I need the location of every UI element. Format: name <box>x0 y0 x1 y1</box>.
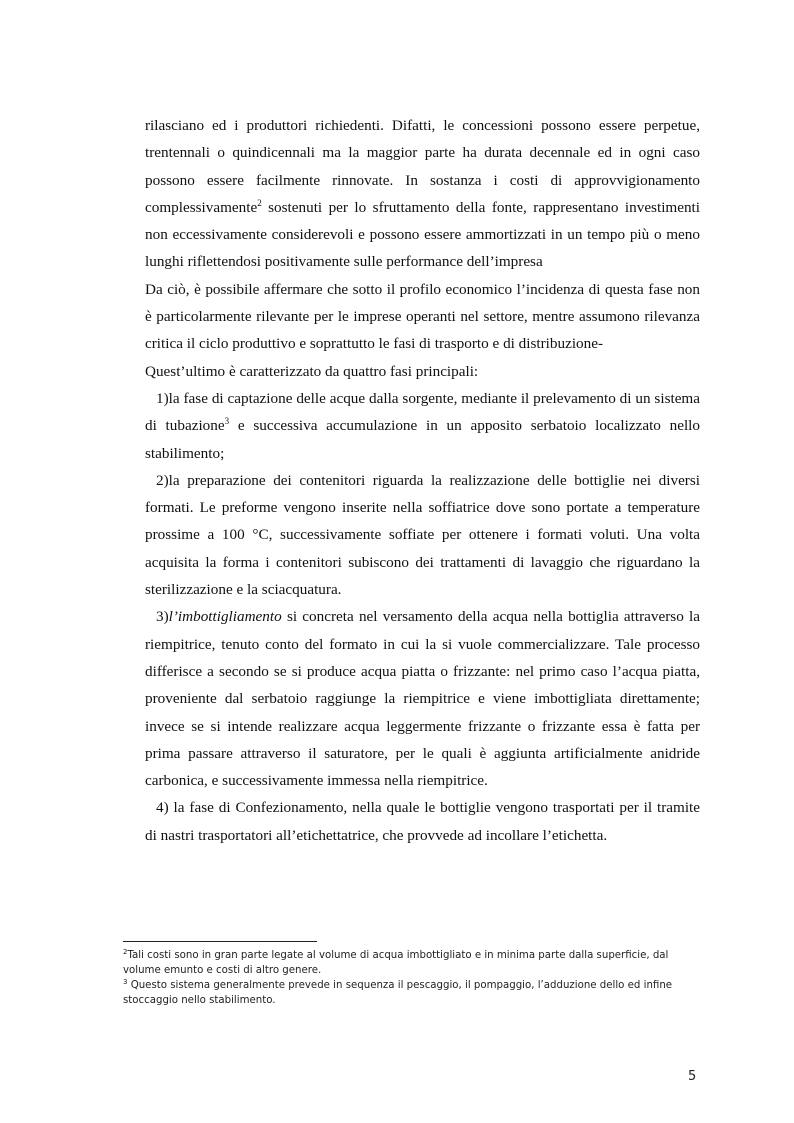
list-item-phase-4: 4) la fase di Confezionamento, nella quale le bottiglie vengono trasportati per il tramite di nastri trasportatori all’etichettatrice, che provvede ad incollare l’etichetta. <box>145 799 700 844</box>
list-item-phase-2: 2)la preparazione dei contenitori riguarda la realizzazione delle bottiglie nei diversi formati. Le preforme vengono inserite nella soffiatrice dove sono portate a temperature prossime a 100 °C, successivamente soffiate per ottenere i formati voluti. Una volta acquisita la forma i contenitori subiscono dei trattamenti di lavaggio che riguardano la sterilizzazione e la sciacquatura. <box>145 471 700 599</box>
page-number: 5 <box>688 1069 697 1084</box>
footnotes <box>123 948 703 1008</box>
emphasis-imbottigliamento: l’imbottigliamento <box>168 608 282 626</box>
footnote-3: $^3$ Questo sistema generalmente prevede in sequenza il pescaggio, il pompaggio, l’adduzione dello ed infine stoccaggio nello stabilimento. <box>123 978 673 1006</box>
list-item-phase-3: 3)l’imbottigliamento si concreta nel versamento della acqua nella bottiglia attraverso la riempitrice, tenuto conto del formato in cui la si vuole commercializzare. Tale processo differisce a secondo se si produce acqua piatta o frizzante: nel primo caso l’acqua piatta, proveniente dal serbatoio raggiunge la riempitrice e viene imbottigliata direttamente; invece se si intende realizzare acqua leggermente frizzante o frizzante essa è fatta per prima passare attraverso il saturatore, per le quali è aggiunta artificialmente anidride carbonica, e successivamente immessa nella riempitrice. <box>145 608 700 790</box>
paragraph-economic-profile: Da ciò, è possibile affermare che sotto il profilo economico l’incidenza di questa fase non è particolarmente rilevante per le imprese operanti nel settore, mentre assumono rilevanza critica il ciclo produttivo e soprattutto le fasi di trasporto e di distribuzione- <box>145 280 700 353</box>
paragraph-concessions: rilasciano ed i produttori richiedenti. Difatti, le concessioni possono essere perpetue, trentennali o quindicennali ma la maggior parte ha durata decennale ed in ogni caso possono essere facilmente rinnovate. In sostanza i costi di approvvigionamento complessivamente$^2$ sostenuti per lo sfruttamento della fonte, rappresentano investimenti non eccessivamente considerevoli e possono essere ammortizzati in un tempo più o meno lunghi riflettendosi positivamente sulle performance dell’impresa <box>145 117 700 271</box>
paragraph-phases-intro: Quest’ultimo è caratterizzato da quattro fasi principali: <box>145 362 479 380</box>
footnote-2: $^2$Tali costi sono in gran parte legate al volume di acqua imbottigliato e in minima parte dalla superficie, dal volume emunto e costi di altro genere. <box>123 948 669 976</box>
body-text <box>145 112 700 849</box>
footnote-ref-3[interactable]: 3 <box>224 416 230 427</box>
footnote-ref-2[interactable]: 2 <box>257 197 262 208</box>
list-item-phase-1: 1)la fase di captazione delle acque dalla sorgente, mediante il prelevamento di un sistema di tubazione$^3$ e successiva accumulazione in un apposito serbatoio localizzato nello stabilimento; <box>145 389 700 462</box>
footnote-separator <box>123 941 317 942</box>
